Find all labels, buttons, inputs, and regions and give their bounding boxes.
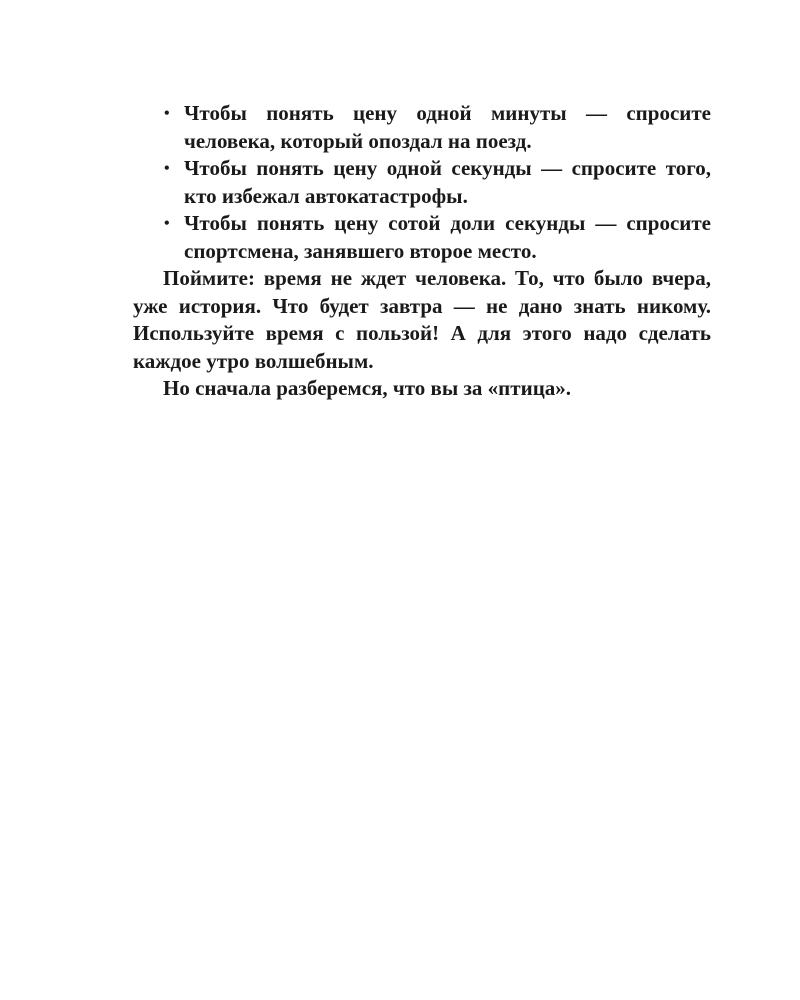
bullet-marker: • [164,160,170,177]
bullet-marker: • [164,105,170,122]
paragraph-time: Поймите: время не ждет человека. То, что было вчера, уже история. Что будет завтра — не дано знать никому. Используйте время с пользой! А для этого надо сделать каждое утро волшебным. [133,266,711,373]
bullet-list [133,100,711,265]
page-content [133,100,711,403]
bullet-item-hundredth [133,210,711,265]
bullet-text: Чтобы понять цену одной минуты — спросите человека, который опоздал на поезд. [184,101,711,153]
bullet-item-minute [133,100,711,155]
bullet-item-second [133,155,711,210]
bullet-text: Чтобы понять цену одной секунды — спросите того, кто избежал автокатастрофы. [184,156,711,208]
paragraph-bird: Но сначала разберемся, что вы за «птица». [163,376,572,400]
bullet-marker: • [164,215,170,232]
bullet-text: Чтобы понять цену сотой доли секунды — спросите спортсмена, занявшего второе место. [184,211,711,263]
